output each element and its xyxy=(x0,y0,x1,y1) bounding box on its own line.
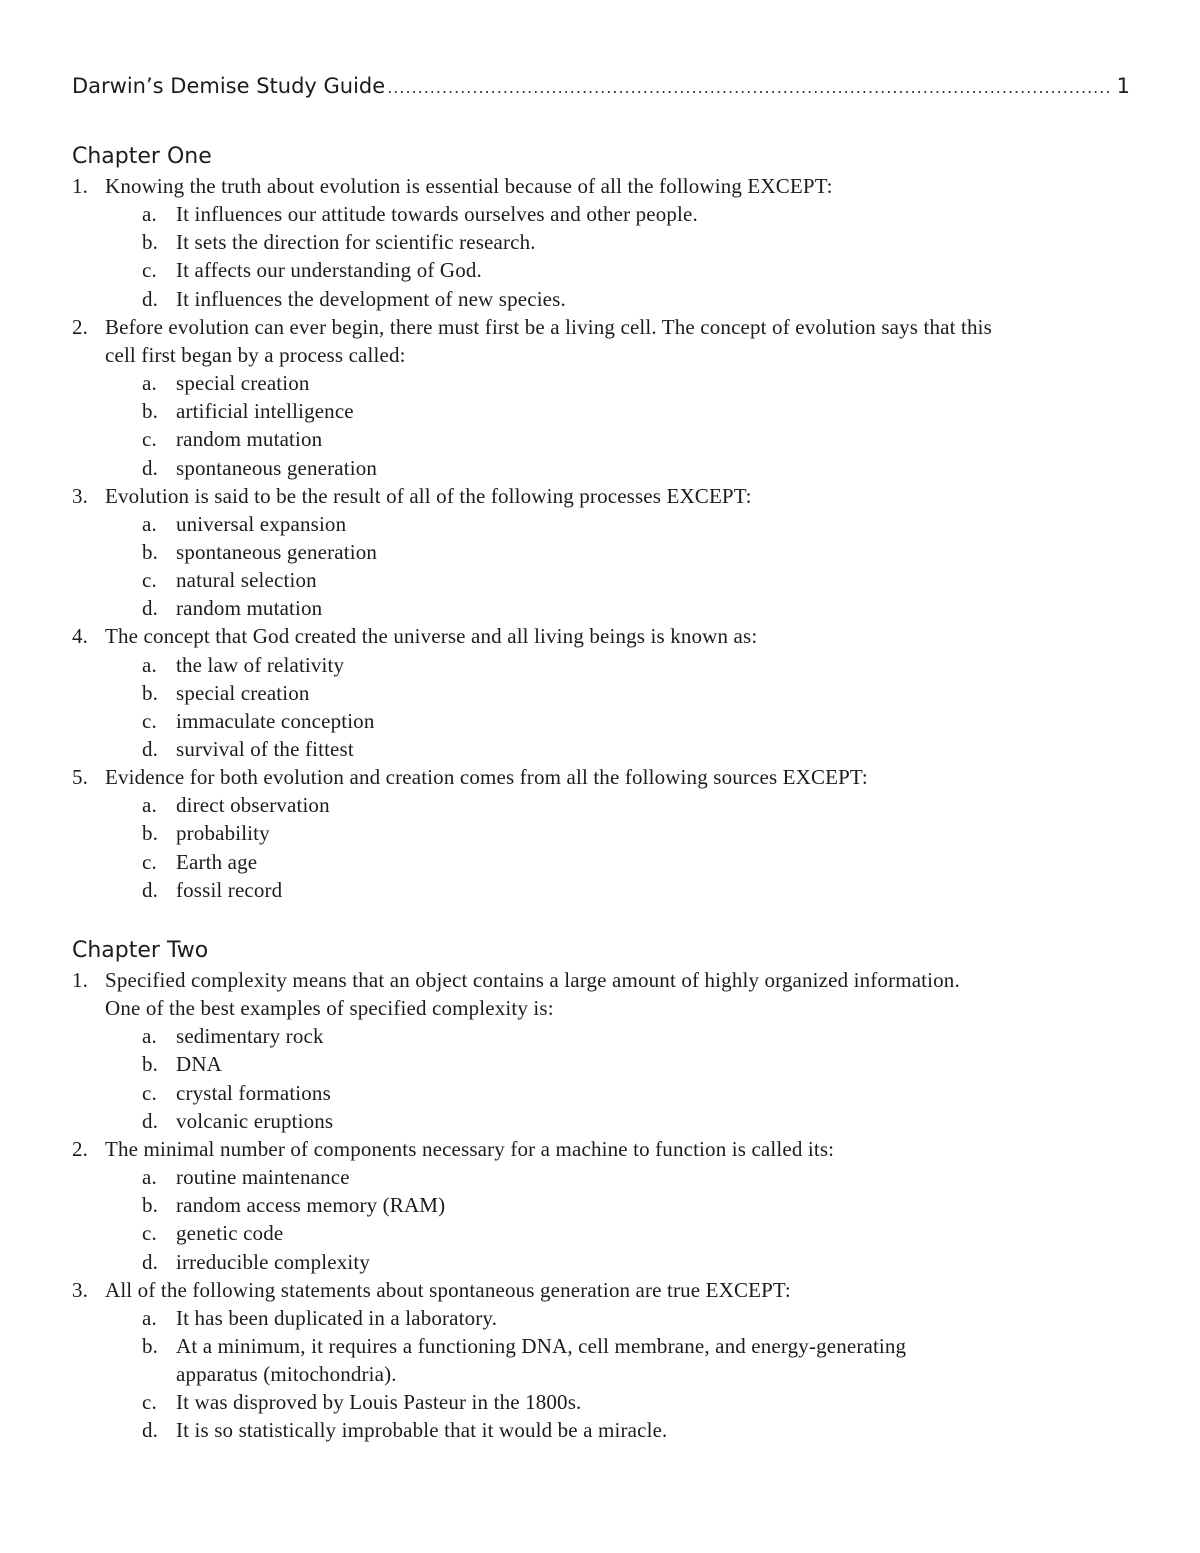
option-letter: d. xyxy=(142,1418,159,1443)
option-letter: c. xyxy=(142,568,157,593)
option-letter: d. xyxy=(142,455,159,480)
option-letter: c. xyxy=(142,1080,157,1105)
question-number: 1. xyxy=(72,174,89,198)
page-header xyxy=(72,71,1130,101)
option-text: immaculate conception xyxy=(176,708,375,733)
option-letter: a. xyxy=(142,652,157,677)
question-number: 3. xyxy=(72,483,89,508)
option-letter: d. xyxy=(142,877,159,902)
question-text: The concept that God created the universe and all living beings is known as: xyxy=(105,624,758,649)
option-letter: b. xyxy=(142,1193,159,1218)
option-text: spontaneous generation xyxy=(176,455,377,480)
option-letter: a. xyxy=(142,202,157,227)
option-text: irreducible complexity xyxy=(176,1249,370,1274)
option-text: At a minimum, it requires a functioning DNA, cell membrane, and energy-generating xyxy=(176,1333,907,1358)
option-text: crystal formations xyxy=(176,1080,331,1105)
option-letter: b. xyxy=(142,230,159,255)
option-text: Earth age xyxy=(176,849,258,874)
question-number: 3. xyxy=(72,1277,89,1302)
option-text: random access memory (RAM) xyxy=(176,1193,446,1218)
option-letter: b. xyxy=(142,539,159,564)
option-text: special creation xyxy=(176,371,310,396)
option-letter: b. xyxy=(142,821,159,846)
option-letter: b. xyxy=(142,399,159,424)
option-letter: a. xyxy=(142,1165,157,1190)
option-letter: c. xyxy=(142,708,157,733)
option-text: natural selection xyxy=(176,568,317,593)
option-text: special creation xyxy=(176,680,310,705)
question-number: 4. xyxy=(72,624,89,649)
option-text: random mutation xyxy=(176,427,323,452)
question-text: One of the best examples of specified complexity is: xyxy=(105,996,554,1021)
question-text: Evidence for both evolution and creation comes from all the following sources EXCEPT: xyxy=(105,765,868,790)
question-number: 2. xyxy=(72,314,89,339)
chapter-title: Chapter One xyxy=(72,144,212,169)
question-text: Evolution is said to be the result of all of the following processes EXCEPT: xyxy=(105,483,752,508)
question-text: Specified complexity means that an object contains a large amount of highly organized information. xyxy=(105,968,960,992)
option-text: random mutation xyxy=(176,596,323,621)
option-text: spontaneous generation xyxy=(176,539,377,564)
option-text: fossil record xyxy=(176,877,283,902)
option-letter: a. xyxy=(142,371,157,396)
question-text: cell first began by a process called: xyxy=(105,342,406,367)
option-letter: d. xyxy=(142,1249,159,1274)
option-text: survival of the fittest xyxy=(176,737,354,761)
option-text: volcanic eruptions xyxy=(176,1108,334,1133)
document-title: Darwin’s Demise Study Guide xyxy=(72,74,386,98)
option-text: artificial intelligence xyxy=(176,399,354,424)
option-letter: d. xyxy=(142,596,159,621)
option-letter: c. xyxy=(142,849,157,874)
question-text: Before evolution can ever begin, there must first be a living cell. The concept of evolution says that this xyxy=(105,314,992,339)
option-text: It influences the development of new species. xyxy=(176,286,566,311)
option-letter: b. xyxy=(142,1052,159,1077)
option-text: It has been duplicated in a laboratory. xyxy=(176,1305,498,1330)
option-text: universal expansion xyxy=(176,511,347,536)
question-text: All of the following statements about spontaneous generation are true EXCEPT: xyxy=(105,1277,791,1302)
option-letter: b. xyxy=(142,680,159,705)
option-text: DNA xyxy=(176,1052,222,1077)
option-text: sedimentary rock xyxy=(176,1024,324,1049)
option-text: routine maintenance xyxy=(176,1165,350,1190)
option-text: It affects our understanding of God. xyxy=(176,258,482,283)
option-text: genetic code xyxy=(176,1221,284,1246)
question-number: 1. xyxy=(72,968,89,992)
option-text: It sets the direction for scientific research. xyxy=(176,230,536,255)
option-letter: c. xyxy=(142,427,157,452)
option-letter: a. xyxy=(142,1024,157,1049)
option-letter: a. xyxy=(142,793,157,818)
option-text: It was disproved by Louis Pasteur in the 1800s. xyxy=(176,1390,582,1415)
dot-leader xyxy=(387,73,1108,103)
question-text: The minimal number of components necessary for a machine to function is called its: xyxy=(105,1136,835,1161)
option-letter: d. xyxy=(142,286,159,311)
chapter-title: Chapter Two xyxy=(72,938,209,963)
option-letter: a. xyxy=(142,1305,157,1330)
option-letter: d. xyxy=(142,1108,159,1133)
option-text: direct observation xyxy=(176,793,330,818)
question-number: 5. xyxy=(72,765,89,790)
option-text: It influences our attitude towards ourselves and other people. xyxy=(176,202,698,227)
option-text: probability xyxy=(176,821,270,846)
option-letter: d. xyxy=(142,737,159,761)
option-text: the law of relativity xyxy=(176,652,345,677)
page-number: 1 xyxy=(1116,74,1130,98)
question-number: 2. xyxy=(72,1136,89,1161)
option-text: apparatus (mitochondria). xyxy=(176,1362,397,1387)
option-letter: c. xyxy=(142,1390,157,1415)
option-text: It is so statistically improbable that it would be a miracle. xyxy=(176,1418,668,1443)
option-letter: a. xyxy=(142,511,157,536)
question-text: Knowing the truth about evolution is essential because of all the following EXCEPT: xyxy=(105,174,833,198)
option-letter: c. xyxy=(142,258,157,283)
option-letter: c. xyxy=(142,1221,157,1246)
option-letter: b. xyxy=(142,1333,159,1358)
